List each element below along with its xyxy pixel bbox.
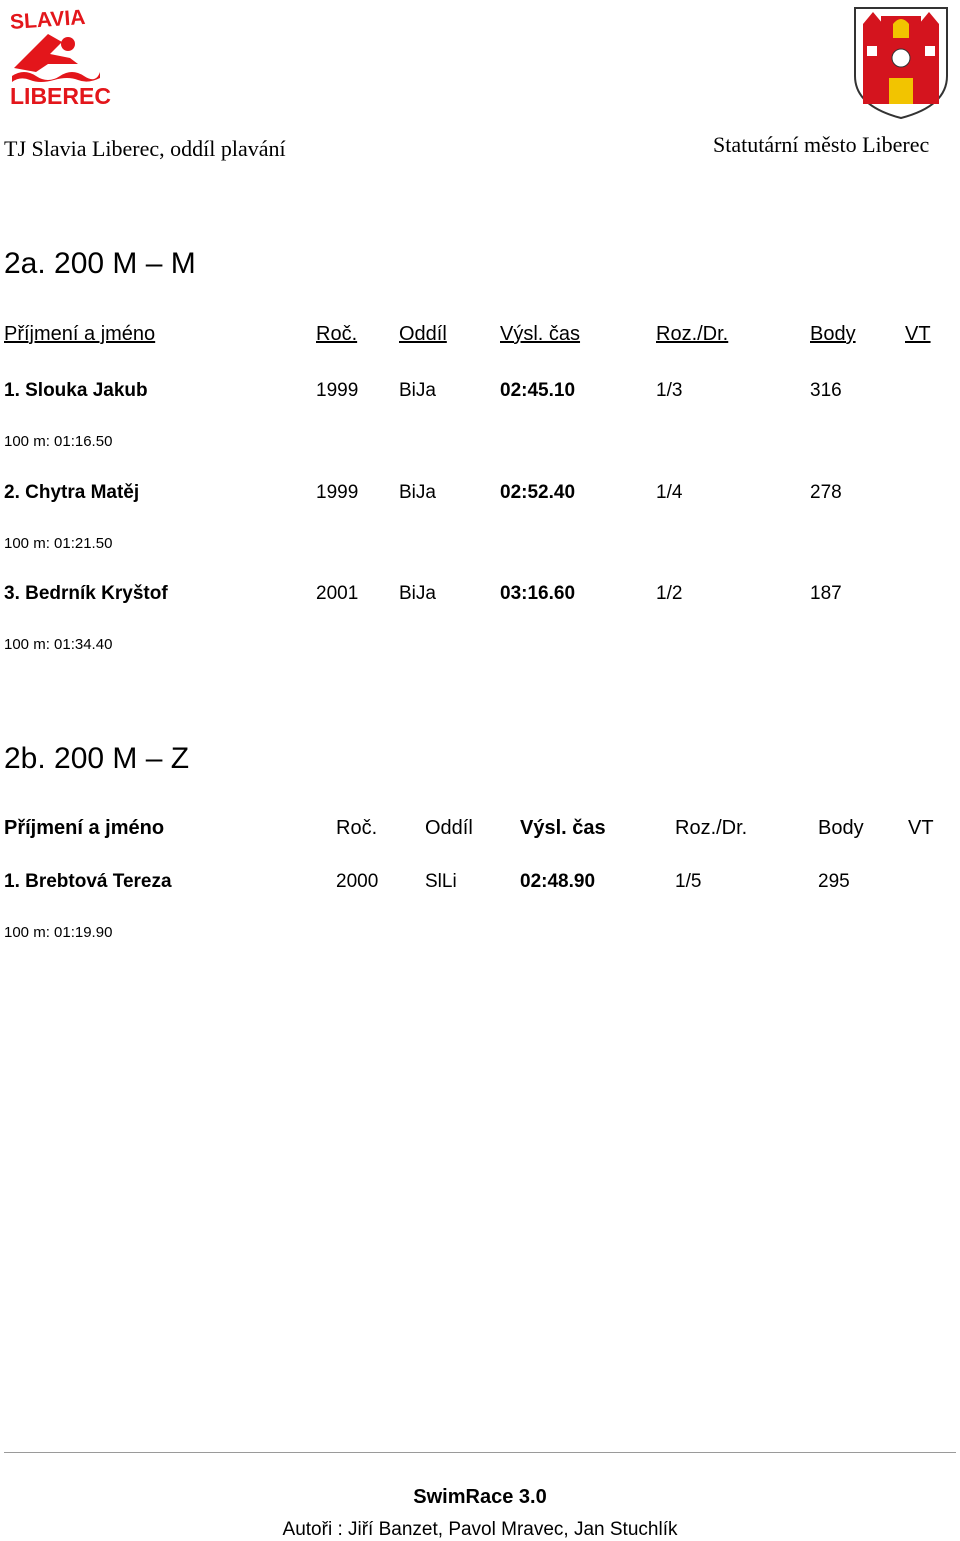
split-time: 100 m: 01:19.90 — [4, 924, 113, 941]
footer-divider — [4, 1452, 956, 1453]
birth-year: 2001 — [316, 583, 359, 604]
col-header-points: Body — [810, 323, 856, 345]
col-header-time: Výsl. čas — [520, 817, 606, 839]
points: 278 — [810, 482, 842, 503]
section-title: 2a. 200 M – M — [4, 247, 196, 280]
col-header-vt: VT — [908, 817, 934, 839]
liberec-coat-of-arms — [853, 6, 949, 120]
swimmer-name: 1. Brebtová Tereza — [4, 871, 172, 892]
result-time: 02:45.10 — [500, 380, 576, 401]
col-header-year: Roč. — [336, 817, 378, 839]
footer-authors: Autoři : Jiří Banzet, Pavol Mravec, Jan Stuchlík — [282, 1519, 678, 1540]
swimmer-name: 3. Bedrník Kryštof — [4, 583, 168, 604]
result-time: 02:48.90 — [520, 871, 596, 892]
col-header-heat: Roz./Dr. — [656, 323, 729, 345]
heat-lane: 1/4 — [656, 482, 683, 503]
heat-lane: 1/5 — [675, 871, 702, 892]
split-time: 100 m: 01:16.50 — [4, 433, 113, 450]
logo-liberec-text: LIBEREC — [10, 83, 111, 109]
result-time: 03:16.60 — [500, 583, 576, 604]
birth-year: 1999 — [316, 380, 359, 401]
points: 295 — [818, 871, 850, 892]
col-header-club: Oddíl — [425, 817, 473, 839]
birth-year: 2000 — [336, 871, 379, 892]
col-header-club: Oddíl — [399, 323, 447, 345]
points: 187 — [810, 583, 842, 604]
split-time: 100 m: 01:21.50 — [4, 535, 113, 552]
col-header-vt: VT — [905, 323, 931, 345]
col-header-points: Body — [818, 817, 864, 839]
birth-year: 1999 — [316, 482, 359, 503]
slavia-liberec-logo — [8, 5, 111, 110]
club: SlLi — [425, 871, 457, 892]
club: BiJa — [399, 583, 436, 604]
swimmer-icon — [12, 34, 100, 82]
split-time: 100 m: 01:34.40 — [4, 636, 113, 653]
swimmer-name: 1. Slouka Jakub — [4, 380, 148, 401]
col-header-name: Příjmení a jméno — [4, 323, 156, 345]
org-right-name: Statutární město Liberec — [713, 132, 930, 157]
club: BiJa — [399, 380, 436, 401]
logo-slavia-text: SLAVIA — [9, 5, 87, 35]
section-title: 2b. 200 M – Z — [4, 742, 190, 775]
swimmer-name: 2. Chytra Matěj — [4, 482, 140, 503]
castle-icon — [863, 12, 939, 104]
col-header-time: Výsl. čas — [500, 323, 581, 345]
heat-lane: 1/2 — [656, 583, 683, 604]
footer-title: SwimRace 3.0 — [413, 1486, 547, 1508]
col-header-year: Roč. — [316, 323, 358, 345]
points: 316 — [810, 380, 842, 401]
result-time: 02:52.40 — [500, 482, 576, 503]
club: BiJa — [399, 482, 436, 503]
col-header-name: Příjmení a jméno — [4, 817, 165, 839]
col-header-heat: Roz./Dr. — [675, 817, 748, 839]
org-left-name: TJ Slavia Liberec, oddíl plavání — [4, 136, 286, 161]
heat-lane: 1/3 — [656, 380, 683, 401]
